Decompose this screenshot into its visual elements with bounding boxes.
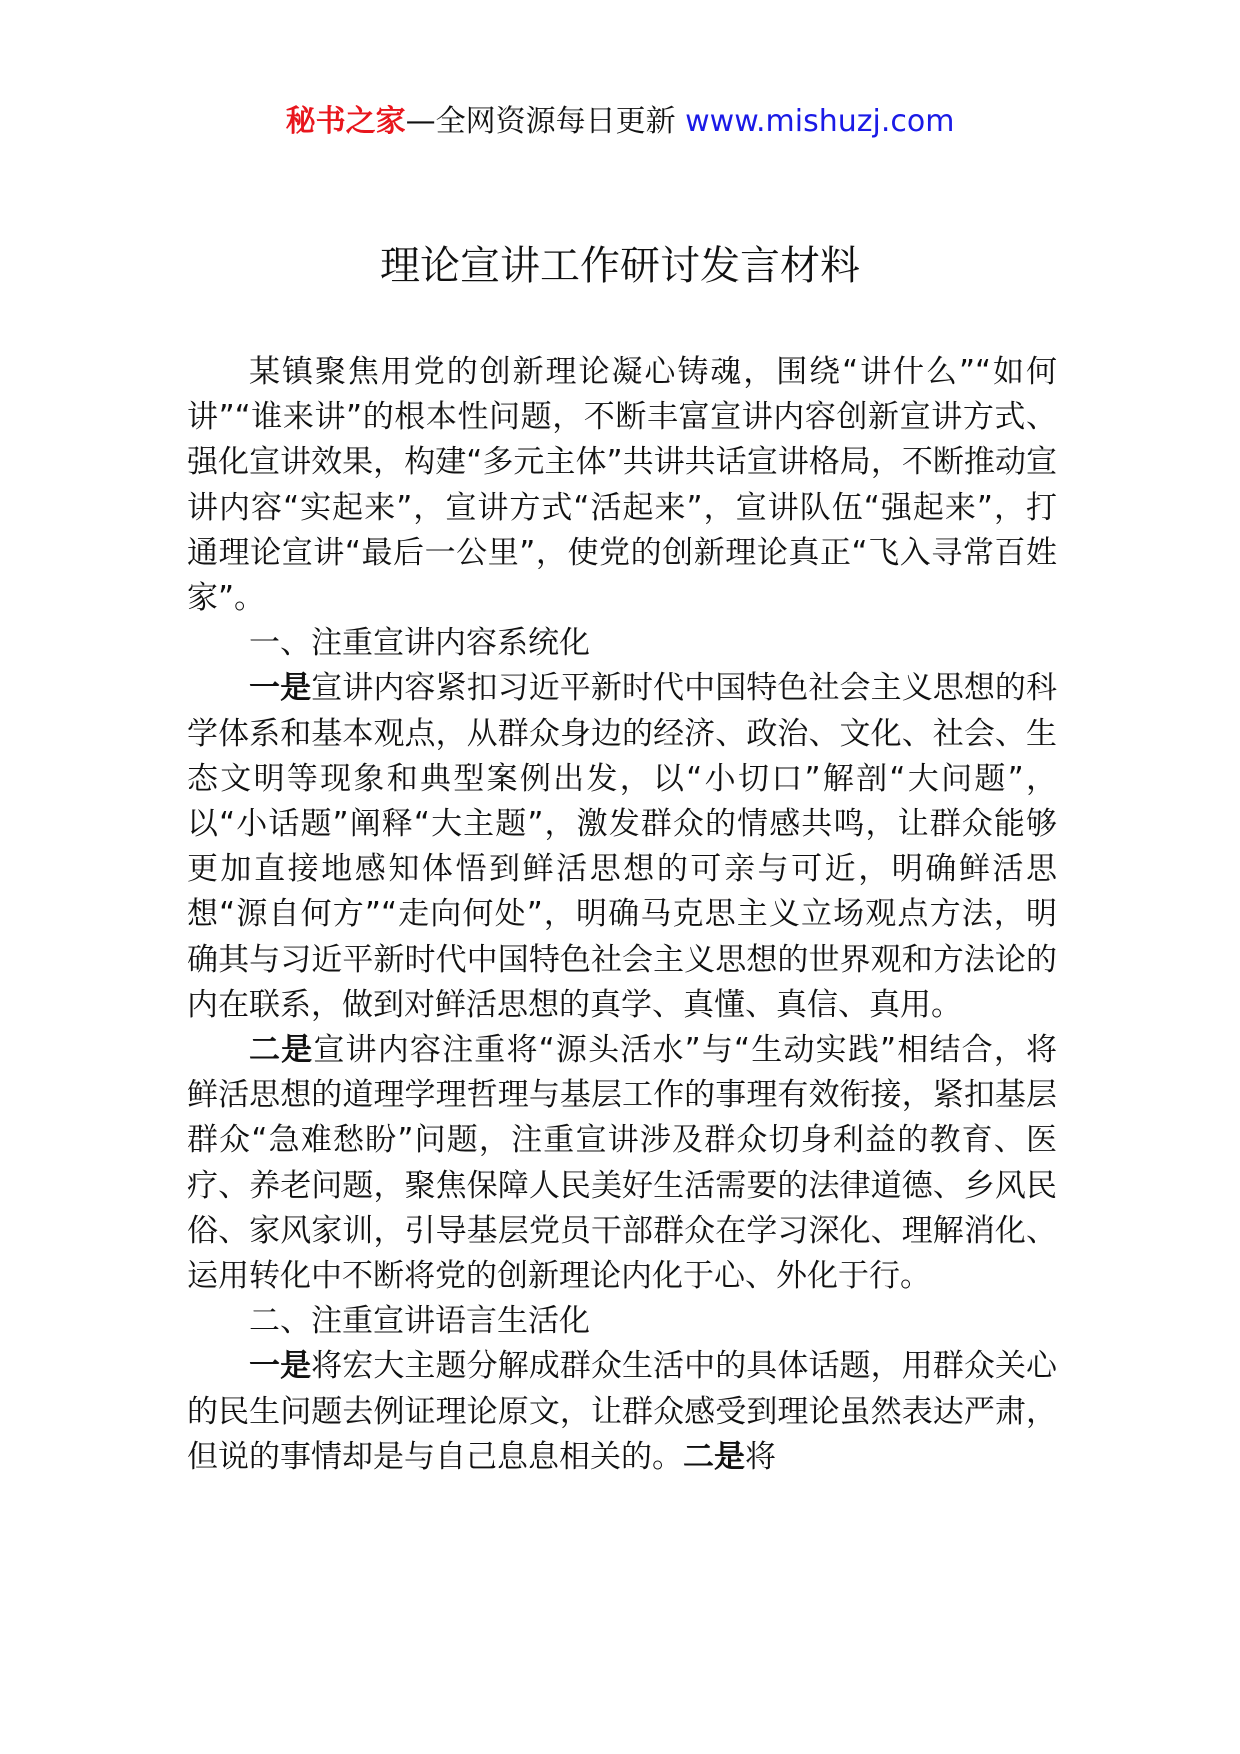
- site-header: [0, 100, 1240, 144]
- intro-paragraph: 某镇聚焦用党的创新理论凝心铸魂，围绕“讲什么”“如何讲”“谁来讲”的根本性问题，不断丰富宣讲内容创新宣讲方式、强化宣讲效果，构建“多元主体”共讲共话宣讲格局，不断推动宣讲内容“实起来”，宣讲方式“活起来”，宣讲队伍“强起来”，打通理论宣讲“最后一公里”，使党的创新理论真正“飞入寻常百姓家”。: [187, 354, 1057, 617]
- site-url-link[interactable]: www.mishuzj.com: [685, 104, 955, 139]
- paragraph-text: 将宏大主题分解成群众生活中的具体话题，用群众关心的民生问题去例证理论原文，让群众感受到理论虽然表达严肃，但说的事情却是与自己息息相关的。: [187, 1348, 1058, 1475]
- paragraph-text: 将: [745, 1438, 776, 1475]
- document-body: [187, 350, 1057, 1480]
- section1-paragraph-2: [187, 1028, 1057, 1299]
- paragraph-text: 宣讲内容紧扣习近平新时代中国特色社会主义思想的科学体系和基本观点，从群众身边的经济、政治、文化、社会、生态文明等现象和典型案例出发，以“小切口”解剖“大问题”，以“小话题”阐释“大主题”，激发群众的情感共鸣，让群众能够更加直接地感知体悟到鲜活思想的可亲与可近，明确鲜活思想“源自何方”“走向何处”，明确马克思主义立场观点方法，明确其与习近平新时代中国特色社会主义思想的世界观和方法论的内在联系，做到对鲜活思想的真学、真懂、真信、真用。: [187, 670, 1058, 1023]
- site-brand: 秘书之家: [285, 104, 406, 139]
- section-heading-2: 二、注重宣讲语言生活化: [249, 1303, 590, 1340]
- section1-paragraph-1: [187, 666, 1057, 1028]
- section-heading-1: 一、注重宣讲内容系统化: [249, 625, 590, 662]
- paragraph-lead: 一是: [249, 670, 312, 707]
- document-title: 理论宣讲工作研讨发言材料: [380, 243, 860, 289]
- site-tagline: —全网资源每日更新: [405, 104, 686, 139]
- paragraph-text: 宣讲内容注重将“源头活水”与“生动实践”相结合，将鲜活思想的道理学理哲理与基层工作的事理有效衔接，紧扣基层群众“急难愁盼”问题，注重宣讲涉及群众切身利益的教育、医疗、养老问题，聚焦保障人民美好生活需要的法律道德、乡风民俗、家风家训，引导基层党员干部群众在学习深化、理解消化、运用转化中不断将党的创新理论内化于心、外化于行。: [187, 1032, 1057, 1295]
- paragraph-lead: 一是: [249, 1348, 312, 1385]
- paragraph-lead: 二是: [249, 1032, 314, 1069]
- paragraph-lead: 二是: [683, 1438, 745, 1475]
- section2-paragraph-1: [187, 1344, 1057, 1480]
